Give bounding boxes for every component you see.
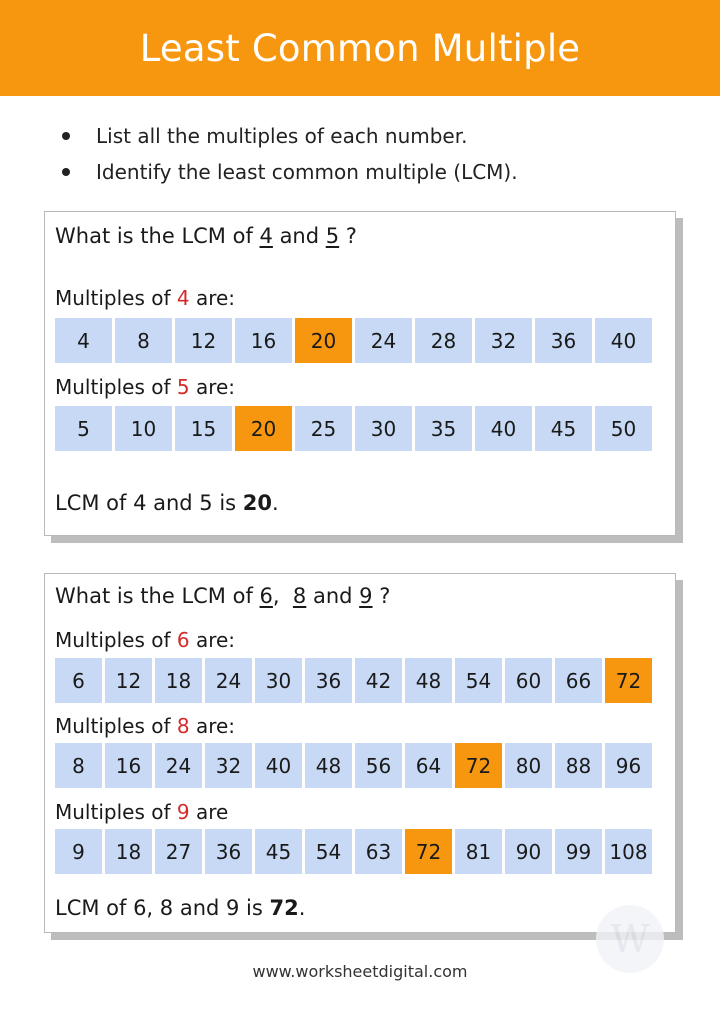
multiple-cell: 30 — [355, 406, 412, 451]
multiple-cell: 25 — [295, 406, 352, 451]
multiple-cell: 36 — [205, 829, 252, 874]
multiple-cell: 24 — [355, 318, 412, 363]
multiple-cell: 96 — [605, 743, 652, 788]
multiple-cell: 80 — [505, 743, 552, 788]
multiple-cell: 18 — [155, 658, 202, 703]
multiple-cell: 36 — [535, 318, 592, 363]
multiple-cell: 6 — [55, 658, 102, 703]
multiple-cell: 50 — [595, 406, 652, 451]
multiple-cell: 10 — [115, 406, 172, 451]
multiples-row — [55, 743, 652, 788]
multiples-label: Multiples of 5 are: — [55, 375, 236, 399]
multiples-row — [55, 406, 652, 451]
multiple-cell: 35 — [415, 406, 472, 451]
multiple-cell: 63 — [355, 829, 402, 874]
multiple-cell: 5 — [55, 406, 112, 451]
multiple-cell: 108 — [605, 829, 652, 874]
multiple-cell: 24 — [205, 658, 252, 703]
multiple-cell: 9 — [55, 829, 102, 874]
multiple-cell: 45 — [255, 829, 302, 874]
common-multiple-cell: 20 — [295, 318, 352, 363]
multiple-cell: 12 — [105, 658, 152, 703]
answer-text: LCM of 6, 8 and 9 is 72. — [55, 896, 306, 920]
common-multiple-cell: 72 — [605, 658, 652, 703]
multiple-cell: 16 — [105, 743, 152, 788]
multiple-cell: 8 — [55, 743, 102, 788]
multiple-cell: 40 — [255, 743, 302, 788]
multiple-cell: 4 — [55, 318, 112, 363]
multiple-cell: 32 — [205, 743, 252, 788]
multiple-cell: 45 — [535, 406, 592, 451]
answer-value: 72 — [269, 896, 299, 920]
multiple-cell: 60 — [505, 658, 552, 703]
multiples-label: Multiples of 4 are: — [55, 286, 236, 310]
common-multiple-cell: 72 — [455, 743, 502, 788]
page-header — [0, 0, 720, 96]
multiple-cell: 42 — [355, 658, 402, 703]
multiple-cell: 12 — [175, 318, 232, 363]
multiple-cell: 64 — [405, 743, 452, 788]
multiple-cell: 28 — [415, 318, 472, 363]
multiples-label: Multiples of 8 are: — [55, 714, 236, 738]
multiple-cell: 40 — [475, 406, 532, 451]
lcm-problem-card-2 — [44, 573, 676, 933]
common-multiple-cell: 20 — [235, 406, 292, 451]
multiple-cell: 27 — [155, 829, 202, 874]
question-text: What is the LCM of 4 and 5 ? — [55, 224, 357, 248]
multiple-cell: 36 — [305, 658, 352, 703]
multiple-cell: 54 — [455, 658, 502, 703]
multiple-cell: 88 — [555, 743, 602, 788]
multiples-label: Multiples of 6 are: — [55, 628, 236, 652]
question-number: 8 — [292, 584, 307, 608]
multiple-cell: 40 — [595, 318, 652, 363]
multiple-cell: 16 — [235, 318, 292, 363]
multiple-cell: 32 — [475, 318, 532, 363]
multiple-cell: 66 — [555, 658, 602, 703]
multiples-row — [55, 318, 652, 363]
multiples-label: Multiples of 9 are — [55, 800, 229, 824]
multiple-cell: 99 — [555, 829, 602, 874]
multiple-cell: 8 — [115, 318, 172, 363]
answer-value: 20 — [242, 491, 273, 515]
question-text: What is the LCM of 6, 8 and 9 ? — [55, 584, 391, 608]
multiple-cell: 54 — [305, 829, 352, 874]
instruction-item: List all the multiples of each number. — [62, 118, 518, 154]
answer-text: LCM of 4 and 5 is 20. — [55, 491, 279, 515]
multiple-cell: 15 — [175, 406, 232, 451]
multiple-cell: 18 — [105, 829, 152, 874]
multiple-cell: 90 — [505, 829, 552, 874]
lcm-problem-card-1 — [44, 211, 676, 536]
instruction-list — [62, 118, 518, 190]
question-number: 6 — [259, 584, 273, 608]
question-number: 9 — [359, 584, 373, 608]
multiple-cell: 24 — [155, 743, 202, 788]
multiple-cell: 48 — [305, 743, 352, 788]
common-multiple-cell: 72 — [405, 829, 452, 874]
question-number: 4 — [259, 224, 273, 248]
page-title: Least Common Multiple — [139, 26, 581, 70]
footer-url: www.worksheetdigital.com — [252, 962, 468, 981]
watermark-logo-icon: W — [596, 905, 664, 973]
question-number: 5 — [325, 224, 340, 248]
instruction-item: Identify the least common multiple (LCM). — [62, 154, 518, 190]
multiple-cell: 81 — [455, 829, 502, 874]
multiples-row — [55, 829, 652, 874]
multiple-cell: 48 — [405, 658, 452, 703]
multiple-cell: 56 — [355, 743, 402, 788]
multiple-cell: 30 — [255, 658, 302, 703]
multiples-row — [55, 658, 652, 703]
